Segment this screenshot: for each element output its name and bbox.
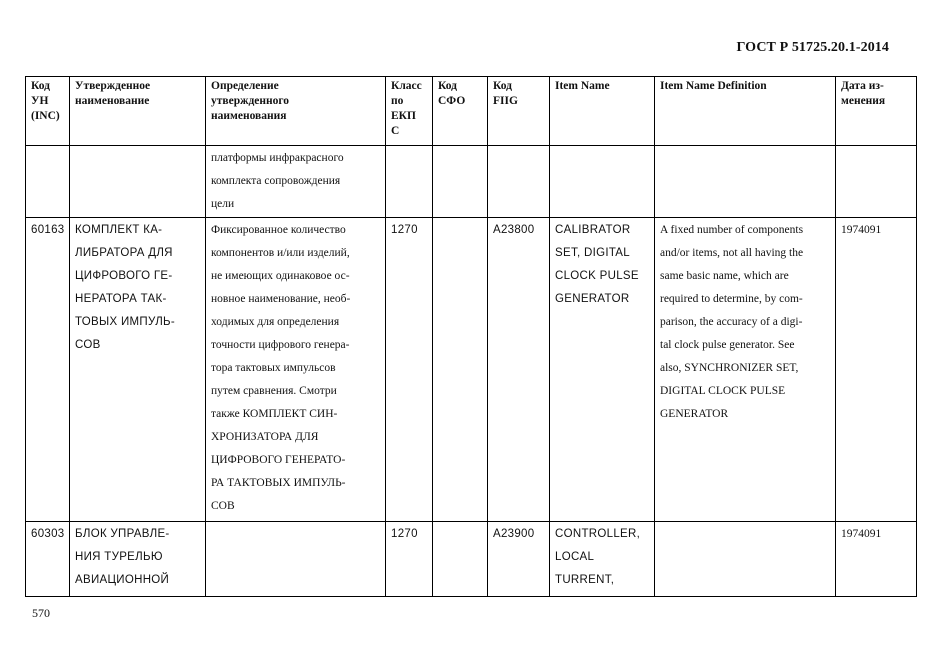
header-line: Утвержденное [75, 80, 151, 92]
cell-line: БЛОК УПРАВЛЕ- [75, 528, 170, 540]
cell-line: НИЯ ТУРЕЛЬЮ [75, 551, 163, 563]
header-line: FIIG [493, 95, 518, 107]
table-row [26, 218, 917, 522]
document-header: ГОСТ Р 51725.20.1-2014 [736, 40, 889, 55]
header-line: (INC) [31, 110, 60, 122]
header-line: по [391, 95, 404, 107]
cell-code-sfo [433, 522, 488, 597]
column-header-class-ekps [386, 77, 433, 146]
cell-line: цели [211, 198, 235, 210]
cell-inc [26, 218, 70, 522]
header-line: Класс [391, 80, 422, 92]
cell-line: СОВ [211, 500, 235, 512]
cell-line: tal clock pulse generator. See [660, 339, 795, 351]
cell-line: новное наименование, необ- [211, 293, 351, 305]
cell-item-name-definition [655, 522, 836, 597]
cell-line: ТОВЫХ ИМПУЛЬ- [75, 316, 176, 328]
cell-value: A23900 [493, 528, 535, 540]
cell-line: КОМПЛЕКТ КА- [75, 224, 163, 236]
cell-line: GENERATOR [555, 293, 630, 305]
cell-line: required to determine, by com- [660, 293, 803, 305]
cell-line: тора тактовых импульсов [211, 362, 336, 374]
header-line: Код [438, 80, 458, 92]
header-line: утвержденного [211, 95, 290, 107]
cell-class-ekps [386, 146, 433, 218]
cell-line: LOCAL [555, 551, 595, 563]
cell-inc [26, 146, 70, 218]
column-header-item-name-definition [655, 77, 836, 146]
cell-line: and/or items, not all having the [660, 247, 804, 259]
cell-line: ЦИФРОВОГО ГЕ- [75, 270, 173, 282]
cell-line: also, SYNCHRONIZER SET, [660, 362, 799, 374]
column-header-inc [26, 77, 70, 146]
cell-change-date [836, 522, 917, 597]
cell-approved-name [70, 218, 206, 522]
cell-line: TURRENT, [555, 574, 615, 586]
cell-class-ekps [386, 522, 433, 597]
cell-item-name [550, 218, 655, 522]
cell-line: CALIBRATOR [555, 224, 631, 236]
cell-line: РА ТАКТОВЫХ ИМПУЛЬ- [211, 477, 346, 489]
cell-line: CLOCK PULSE [555, 270, 639, 282]
cell-change-date [836, 146, 917, 218]
cell-line: путем сравнения. Смотри [211, 385, 337, 397]
cell-definition [206, 218, 386, 522]
cell-value: 60163 [31, 224, 65, 236]
header-line: УН [31, 95, 49, 107]
column-header-code-sfo [433, 77, 488, 146]
cell-line: НЕРАТОРА ТАК- [75, 293, 167, 305]
cell-approved-name [70, 522, 206, 597]
cell-item-name [550, 522, 655, 597]
cell-code-sfo [433, 146, 488, 218]
cell-line: точности цифрового генера- [211, 339, 350, 351]
cell-line: не имеющих одинаковое ос- [211, 270, 350, 282]
cell-value: 1270 [391, 528, 418, 540]
header-line: Код [31, 80, 51, 92]
header-line: Определение [211, 80, 279, 92]
table-body [26, 146, 917, 597]
cell-value: 60303 [31, 528, 65, 540]
cell-definition [206, 522, 386, 597]
cell-line: АВИАЦИОННОЙ [75, 574, 170, 586]
header-line: наименования [211, 110, 287, 122]
header-line: СФО [438, 95, 466, 107]
cell-line: DIGITAL CLOCK PULSE [660, 385, 786, 397]
cell-value: 1974091 [841, 224, 882, 236]
cell-definition [206, 146, 386, 218]
cell-line: SET, DIGITAL [555, 247, 630, 259]
cell-line: ЛИБРАТОРА ДЛЯ [75, 247, 173, 259]
column-header-definition [206, 77, 386, 146]
cell-approved-name [70, 146, 206, 218]
cell-line: GENERATOR [660, 408, 729, 420]
cell-item-name-definition [655, 218, 836, 522]
header-line: Item Name Definition [660, 80, 767, 92]
cell-line: CONTROLLER, [555, 528, 641, 540]
cell-inc [26, 522, 70, 597]
cell-line: также КОМПЛЕКТ СИН- [211, 408, 338, 420]
cell-value: 1974091 [841, 528, 882, 540]
cell-item-name-definition [655, 146, 836, 218]
header-line: С [391, 125, 400, 137]
header-line: Код [493, 80, 513, 92]
cell-line: parison, the accuracy of a digi- [660, 316, 803, 328]
cell-code-fiig [488, 522, 550, 597]
cell-change-date [836, 218, 917, 522]
cell-line: Фиксированное количество [211, 224, 346, 236]
cell-code-fiig [488, 218, 550, 522]
header-line: Дата из- [841, 80, 884, 92]
cell-value: A23800 [493, 224, 535, 236]
cell-value: 1270 [391, 224, 418, 236]
table-row [26, 146, 917, 218]
cell-line: A fixed number of components [660, 224, 804, 236]
cell-line: комплекта сопровождения [211, 175, 341, 187]
cell-line: ходимых для определения [211, 316, 340, 328]
cell-line: ХРОНИЗАТОРА ДЛЯ [211, 431, 319, 443]
column-header-change-date [836, 77, 917, 146]
header-line: Item Name [555, 80, 610, 92]
header-line: наименование [75, 95, 150, 107]
cell-code-fiig [488, 146, 550, 218]
table-header-row [26, 77, 917, 146]
column-header-item-name [550, 77, 655, 146]
cell-line: ЦИФРОВОГО ГЕНЕРАТО- [211, 454, 346, 466]
page-number: 570 [32, 606, 50, 620]
table-row [26, 522, 917, 597]
cell-line: компонентов и/или изделий, [211, 247, 350, 259]
catalog-table [25, 76, 917, 597]
header-line: ЕКП [391, 110, 416, 122]
cell-line: same basic name, which are [660, 270, 789, 282]
header-line: менения [841, 95, 886, 107]
cell-class-ekps [386, 218, 433, 522]
cell-code-sfo [433, 218, 488, 522]
column-header-code-fiig [488, 77, 550, 146]
cell-line: платформы инфракрасного [211, 152, 344, 164]
cell-line: СОВ [75, 339, 101, 351]
cell-item-name [550, 146, 655, 218]
column-header-approved-name [70, 77, 206, 146]
